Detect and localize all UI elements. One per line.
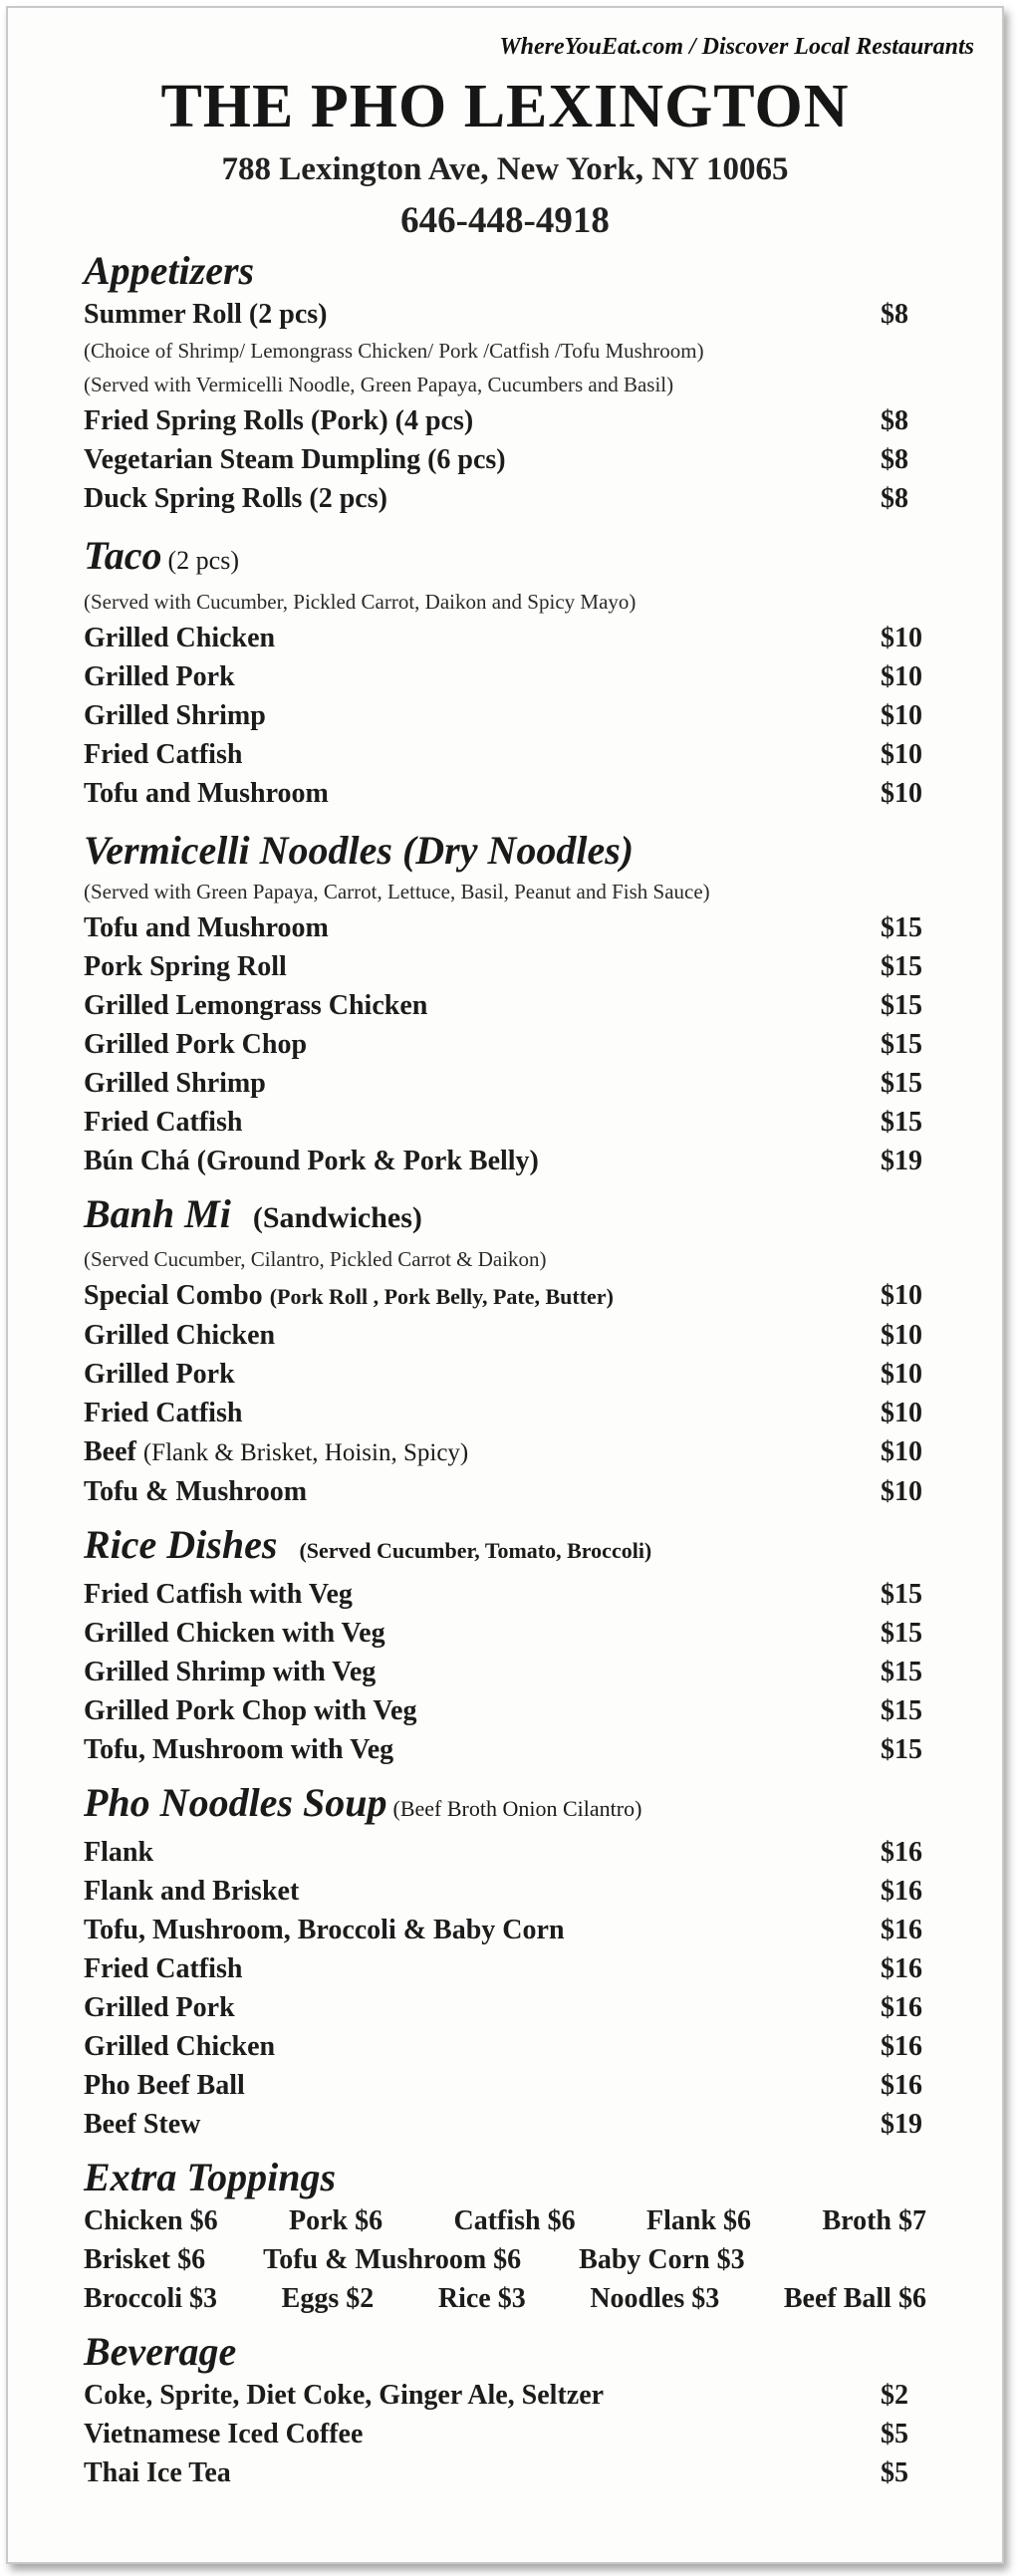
- section-title: Beverage: [84, 2329, 237, 2374]
- section-extra-toppings: [84, 2154, 940, 2318]
- menu-item: Pork Spring Roll $15: [84, 951, 922, 982]
- menu-item: Tofu, Mushroom, Broccoli & Baby Corn $16: [84, 1915, 922, 1945]
- section-title: Vermicelli Noodles (Dry Noodles): [84, 828, 635, 873]
- menu-item: Grilled Lemongrass Chicken $15: [84, 990, 922, 1021]
- item-note: (Served with Vermicelli Noodle, Green Papaya, Cucumbers and Basil): [84, 373, 674, 396]
- menu-item: Vegetarian Steam Dumpling (6 pcs) $8: [84, 444, 908, 475]
- menu-item: Grilled Shrimp $15: [84, 1068, 922, 1099]
- menu-item: Grilled Chicken with Veg $15: [84, 1618, 922, 1649]
- menu-item: Pho Beef Ball $16: [84, 2070, 922, 2101]
- toppings-list: [84, 2201, 940, 2318]
- menu-item: Grilled Chicken $16: [84, 2031, 922, 2062]
- menu-item: Tofu & Mushroom $10: [84, 1476, 922, 1507]
- menu-item: Beef Stew $19: [84, 2109, 922, 2140]
- menu-item: Fried Spring Rolls (Pork) (4 pcs) $8: [84, 405, 908, 436]
- menu-item: Tofu, Mushroom with Veg $15: [84, 1734, 922, 1765]
- menu-item: Flank and Brisket $16: [84, 1876, 922, 1907]
- menu-item: Vietnamese Iced Coffee $5: [84, 2419, 908, 2449]
- menu-item: Beef (Flank & Brisket, Hoisin, Spicy) $10: [84, 1436, 922, 1467]
- menu-item: Fried Catfish $15: [84, 1107, 922, 1138]
- menu-item: Special Combo (Pork Roll , Pork Belly, Pate, Butter) $10: [84, 1280, 922, 1311]
- menu-item: Grilled Pork $16: [84, 1992, 922, 2023]
- section-beverage: [84, 2328, 940, 2492]
- menu-item: Grilled Pork $10: [84, 661, 922, 692]
- menu-item: Tofu and Mushroom $10: [84, 778, 922, 809]
- watermark: WhereYouEat.com / Discover Local Restaurants: [499, 34, 974, 60]
- menu-body: [84, 247, 940, 2492]
- section-title: Rice Dishes (Served Cucumber, Tomato, Broccoli): [84, 1522, 652, 1567]
- section-title: Banh Mi (Sandwiches): [84, 1191, 422, 1236]
- section-note: (Served with Green Papaya, Carrot, Lettuce, Basil, Peanut and Fish Sauce): [84, 880, 710, 903]
- restaurant-address: 788 Lexington Ave, New York, NY 10065: [221, 151, 789, 187]
- menu-item: Grilled Shrimp with Veg $15: [84, 1657, 922, 1687]
- menu-item: Tofu and Mushroom $15: [84, 912, 922, 943]
- section-note: (Served Cucumber, Cilantro, Pickled Carrot & Daikon): [84, 1247, 547, 1271]
- item-note: (Choice of Shrimp/ Lemongrass Chicken/ Pork /Catfish /Tofu Mushroom): [84, 339, 704, 363]
- section-banh-mi: [84, 1190, 940, 1511]
- section-pho: [84, 1779, 940, 2144]
- menu-item: Duck Spring Rolls (2 pcs) $8: [84, 483, 908, 514]
- menu-item: Grilled Chicken $10: [84, 623, 922, 653]
- restaurant-name: THE PHO LEXINGTON: [160, 73, 850, 140]
- menu-item: Grilled Pork Chop with Veg $15: [84, 1695, 922, 1726]
- menu-item: Summer Roll (2 pcs) $8: [84, 299, 908, 330]
- menu-item: Fried Catfish $10: [84, 739, 922, 770]
- section-title: Taco (2 pcs): [84, 533, 239, 578]
- section-rice-dishes: [84, 1521, 940, 1769]
- menu-item: Flank $16: [84, 1837, 922, 1868]
- section-title: Extra Toppings: [84, 2155, 337, 2199]
- menu-item: Grilled Chicken $10: [84, 1320, 922, 1351]
- menu-item: Fried Catfish $10: [84, 1398, 922, 1428]
- menu-sheet: [6, 6, 1004, 2564]
- menu-item: Thai Ice Tea $5: [84, 2457, 908, 2488]
- menu-item: Bún Chá (Ground Pork & Pork Belly) $19: [84, 1146, 922, 1176]
- section-note: (Served with Cucumber, Pickled Carrot, Daikon and Spicy Mayo): [84, 590, 636, 614]
- menu-item: Fried Catfish $16: [84, 1953, 922, 1984]
- toppings-line: Brisket $6 Tofu & Mushroom $6 Baby Corn $3: [84, 2244, 745, 2275]
- section-title: Pho Noodles Soup (Beef Broth Onion Cilantro): [84, 1780, 642, 1825]
- menu-item: Grilled Pork $10: [84, 1359, 922, 1390]
- menu-item: Fried Catfish with Veg $15: [84, 1579, 922, 1610]
- menu-item: Coke, Sprite, Diet Coke, Ginger Ale, Seltzer $2: [84, 2380, 908, 2411]
- menu-item: Grilled Shrimp $10: [84, 700, 922, 731]
- restaurant-phone: 646-448-4918: [400, 200, 610, 241]
- toppings-line: Broccoli $3 Eggs $2 Rice $3 Noodles $3 Beef Ball $6: [84, 2283, 926, 2314]
- section-title: Appetizers: [84, 248, 255, 293]
- section-appetizers: [84, 247, 940, 518]
- section-vermicelli: [84, 827, 940, 1180]
- section-taco: [84, 532, 940, 813]
- menu-item: Grilled Pork Chop $15: [84, 1029, 922, 1060]
- toppings-line: Chicken $6 Pork $6 Catfish $6 Flank $6 Broth $7: [84, 2205, 926, 2236]
